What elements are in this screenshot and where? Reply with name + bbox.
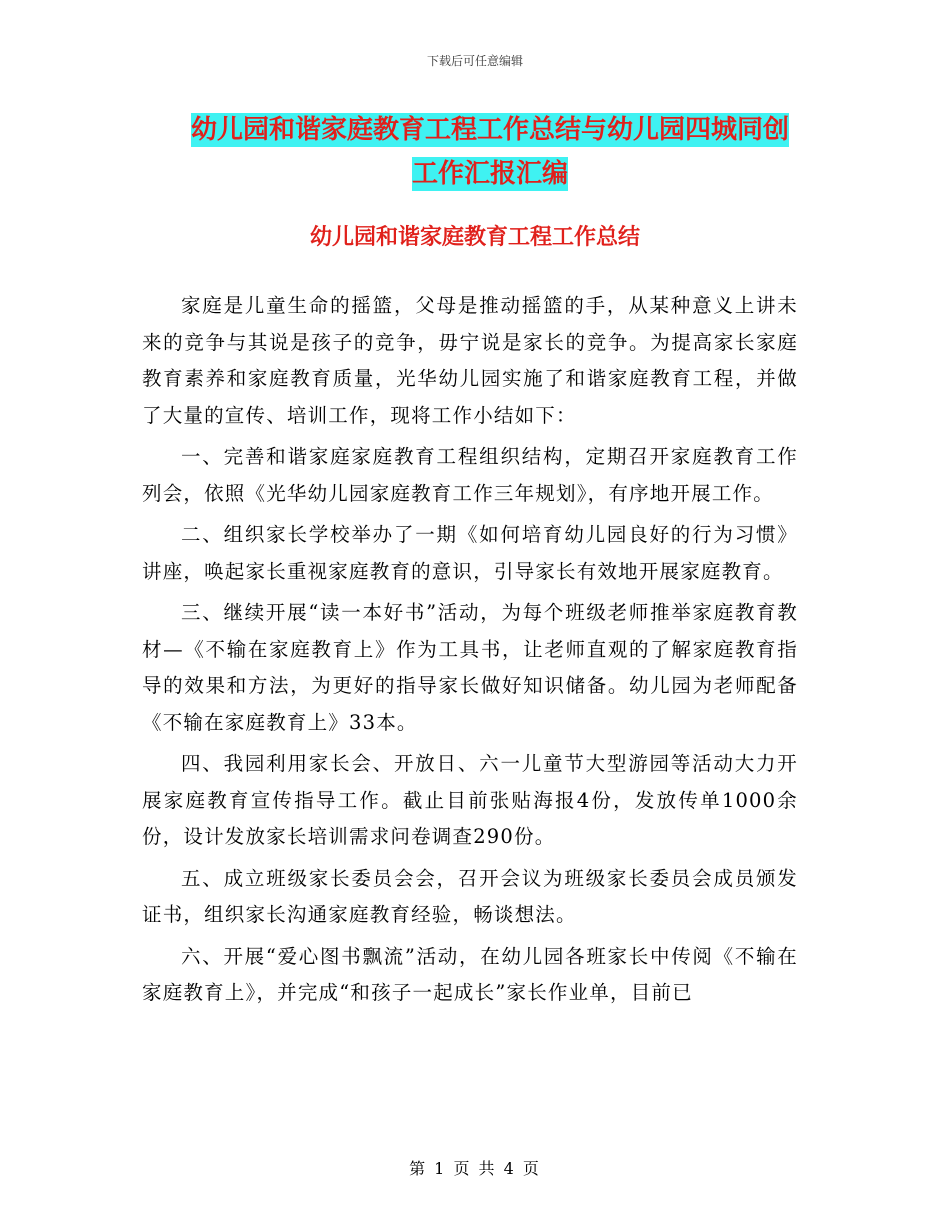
document-title-line-1: 幼儿园和谐家庭教育工程工作总结与幼儿园四城同创 (190, 115, 789, 145)
body-paragraph: 一、完善和谐家庭家庭教育工程组织结构，定期召开家庭教育工作列会，依照《光华幼儿园家庭教育工作三年规划》，有序地开展工作。 (142, 445, 798, 505)
section-title: 幼儿园和谐家庭教育工程工作总结 (309, 224, 640, 250)
body-paragraph: 二、组织家长学校举办了一期《如何培育幼儿园良好的行为习惯》讲座，唤起家长重视家庭教育的意识，引导家长有效地开展家庭教育。 (142, 523, 798, 583)
document-body (142, 288, 798, 1017)
body-paragraph: 三、继续开展“读一本好书”活动，为每个班级老师推举家庭教育教材—《不输在家庭教育上》作为工具书，让老师直观的了解家庭教育指导的效果和方法，为更好的指导家长做好知识储备。幼儿园为老师配备《不输在家庭教育上》33本。 (142, 601, 798, 734)
body-paragraph: 五、成立班级家长委员会会，召开会议为班级家长委员会成员颁发证书，组织家长沟通家庭教育经验，畅谈想法。 (142, 866, 798, 926)
document-title-line-2: 工作汇报汇编 (411, 159, 568, 189)
document-title (120, 108, 860, 196)
body-paragraph: 四、我园利用家长会、开放日、六一儿童节大型游园等活动大力开展家庭教育宣传指导工作。截止目前张贴海报4份，发放传单1000余份，设计发放家长培训需求问卷调查290份。 (142, 752, 798, 848)
body-paragraph: 六、开展“爱心图书飘流”活动，在幼儿园各班家长中传阅《不输在家庭教育上》，并完成“和孩子一起成长”家长作业单，目前已 (142, 944, 798, 1004)
page-header-note: 下载后可任意编辑 (426, 54, 523, 68)
page-footer: 第 1 页 共 4 页 (409, 1159, 541, 1178)
body-paragraph: 家庭是儿童生命的摇篮，父母是推动摇篮的手，从某种意义上讲未来的竞争与其说是孩子的竞争，毋宁说是家长的竞争。为提高家长家庭教育素养和家庭教育质量，光华幼儿园实施了和谐家庭教育工程，并做了大量的宣传、培训工作，现将工作小结如下： (142, 294, 798, 427)
